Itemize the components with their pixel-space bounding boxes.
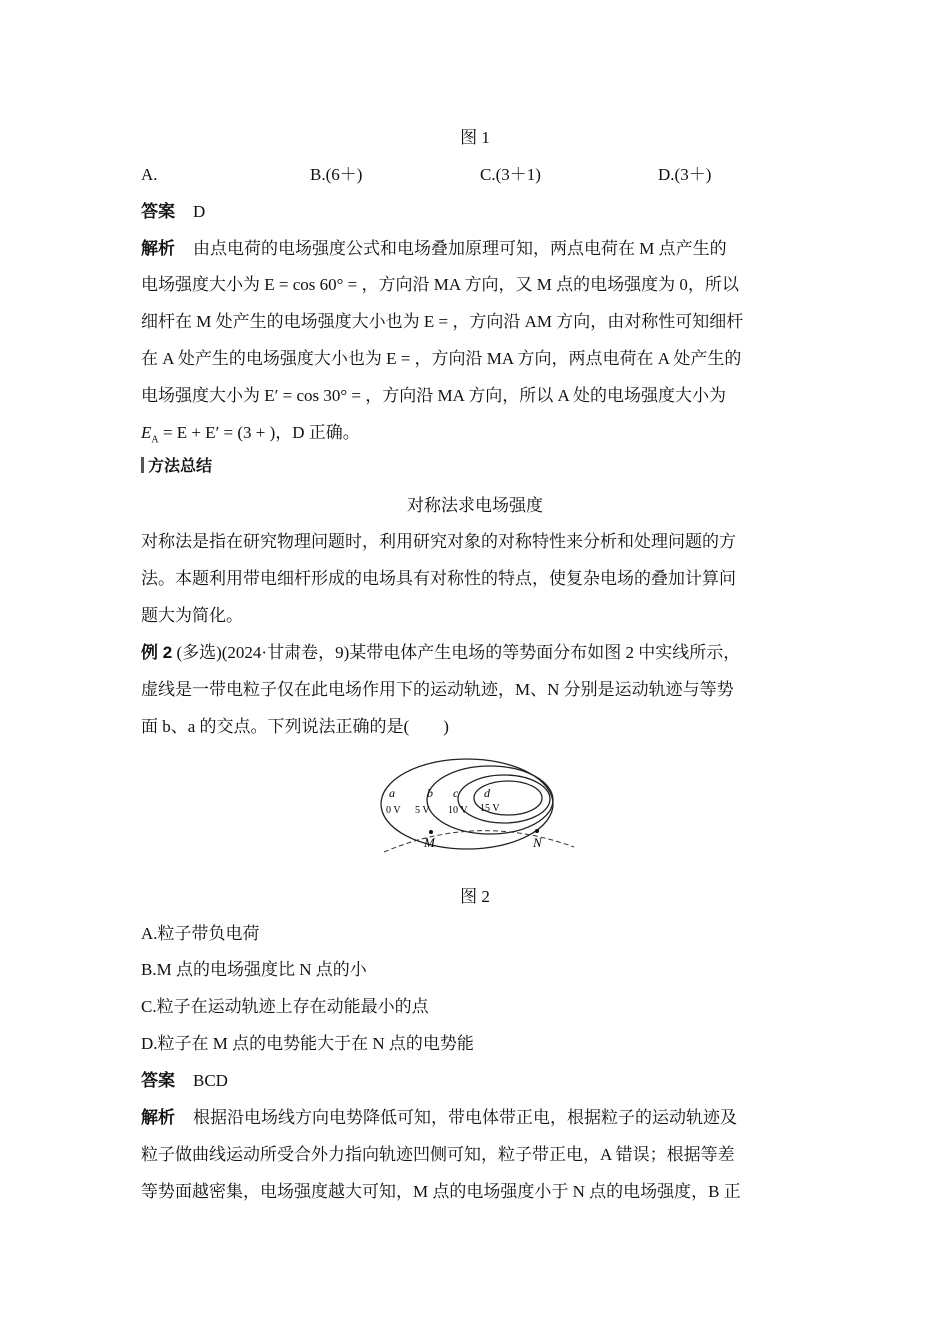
analysis-1-line-1 [141, 237, 727, 261]
example-2-label: 例 2 [141, 643, 173, 662]
method-para-1: 对称法是指在研究物理问题时，利用研究对象的对称特性来分析和处理问题的方 [141, 532, 736, 551]
analysis-1-line-6 [141, 421, 360, 452]
method-title: 对称法求电场强度 [407, 496, 543, 515]
figure-1-caption: 图 1 [460, 128, 490, 147]
analysis-1-text-4: 在 A 处产生的电场强度大小也为 E = ，方向沿 MA 方向，两点电荷在 A 处产生的 [141, 349, 742, 368]
analysis-2-line-3: 等势面越密集，电场强度越大可知，M 点的电场强度小于 N 点的电场强度，B 正 [141, 1182, 741, 1201]
method-para-2: 法。本题利用带电细杆形成的电场具有对称性的特点，使复杂电场的叠加计算问 [141, 569, 736, 588]
surface-d-label: d [484, 786, 490, 800]
point-m-label: M [424, 835, 435, 850]
analysis-1-line-3 [141, 310, 743, 334]
point-n-label: N [533, 835, 542, 850]
q2-option-a: A.粒子带负电荷 [141, 924, 260, 943]
surface-b-voltage: 5 V [415, 805, 430, 816]
analysis-1-text-2: 电场强度大小为 E = cos 60° = ，方向沿 MA 方向，又 M 点的电场强度为 0，所以 [141, 275, 739, 294]
analysis-1-line-4 [141, 347, 741, 371]
analysis-1-line-2 [141, 273, 809, 297]
section-bar-icon [141, 457, 144, 473]
method-summary-label: 方法总结 [148, 458, 213, 475]
answer-1-label: 答案 [141, 202, 175, 221]
surface-c-voltage: 10 V [448, 805, 468, 816]
q2-option-c: C.粒子在运动轨迹上存在动能最小的点 [141, 997, 429, 1016]
surface-c-label: c [453, 786, 459, 800]
surface-b-label: b [427, 786, 433, 800]
surface-a-label: a [389, 786, 395, 800]
method-para-3: 题大为简化。 [141, 606, 243, 625]
analysis-2-line-1 [141, 1106, 737, 1130]
q2-option-d: D.粒子在 M 点的电势能大于在 N 点的电势能 [141, 1034, 474, 1053]
point-n-dot [535, 829, 539, 833]
answer-2 [141, 1069, 228, 1093]
example-2-line-2: 虚线是一带电粒子仅在此电场作用下的运动轨迹，M、N 分别是运动轨迹与等势 [141, 680, 734, 699]
surface-c [458, 775, 550, 823]
field-e-symbol: E [141, 423, 152, 442]
point-m-dot [429, 830, 433, 834]
analysis-1-line-5 [141, 384, 726, 408]
analysis-2-line-2: 粒子做曲线运动所受合外力指向轨迹凹侧可知，粒子带正电，A 错误；根据等差 [141, 1145, 735, 1164]
q1-option-d: D.(3＋) [658, 165, 712, 184]
q1-option-a: A. [141, 165, 158, 184]
analysis-1-text-6: = E + E′ = (3 + )，D 正确。 [158, 423, 360, 442]
answer-2-value: BCD [193, 1071, 228, 1090]
analysis-1-label: 解析 [141, 239, 175, 258]
q2-option-b: B.M 点的电场强度比 N 点的小 [141, 960, 367, 979]
analysis-1-text-1: 由点电荷的电场强度公式和电场叠加原理可知，两点电荷在 M 点产生的 [193, 239, 727, 258]
answer-2-label: 答案 [141, 1071, 175, 1090]
q1-option-b: B.(6＋) [310, 165, 363, 184]
analysis-2-text-1: 根据沿电场线方向电势降低可知，带电体带正电，根据粒子的运动轨迹及 [193, 1108, 737, 1127]
surface-d-voltage: 15 V [480, 803, 500, 814]
example-2-line-1 [141, 641, 740, 665]
analysis-1-text-5: 电场强度大小为 E′ = cos 30° = ，方向沿 MA 方向，所以 A 处的电场强度大小为 [141, 386, 727, 405]
answer-1-value: D [193, 202, 206, 221]
answer-1 [141, 200, 205, 224]
figure-2-caption: 图 2 [460, 887, 490, 906]
field-e-subscript: A [151, 434, 159, 446]
surface-a-voltage: 0 V [386, 805, 401, 816]
example-2-line-3: 面 b、a 的交点。下列说法正确的是( ) [141, 717, 449, 736]
analysis-1-text-3: 细杆在 M 处产生的电场强度大小也为 E = ，方向沿 AM 方向，由对称性可知细杆 [141, 312, 744, 331]
q1-option-c: C.(3＋1) [480, 165, 541, 184]
example-2-text-1: (多选)(2024·甘肃卷，9)某带电体产生电场的等势面分布如图 2 中实线所示， [176, 643, 741, 662]
analysis-2-label: 解析 [141, 1108, 175, 1127]
method-summary-header [141, 455, 212, 479]
equipotential-figure [380, 757, 580, 857]
